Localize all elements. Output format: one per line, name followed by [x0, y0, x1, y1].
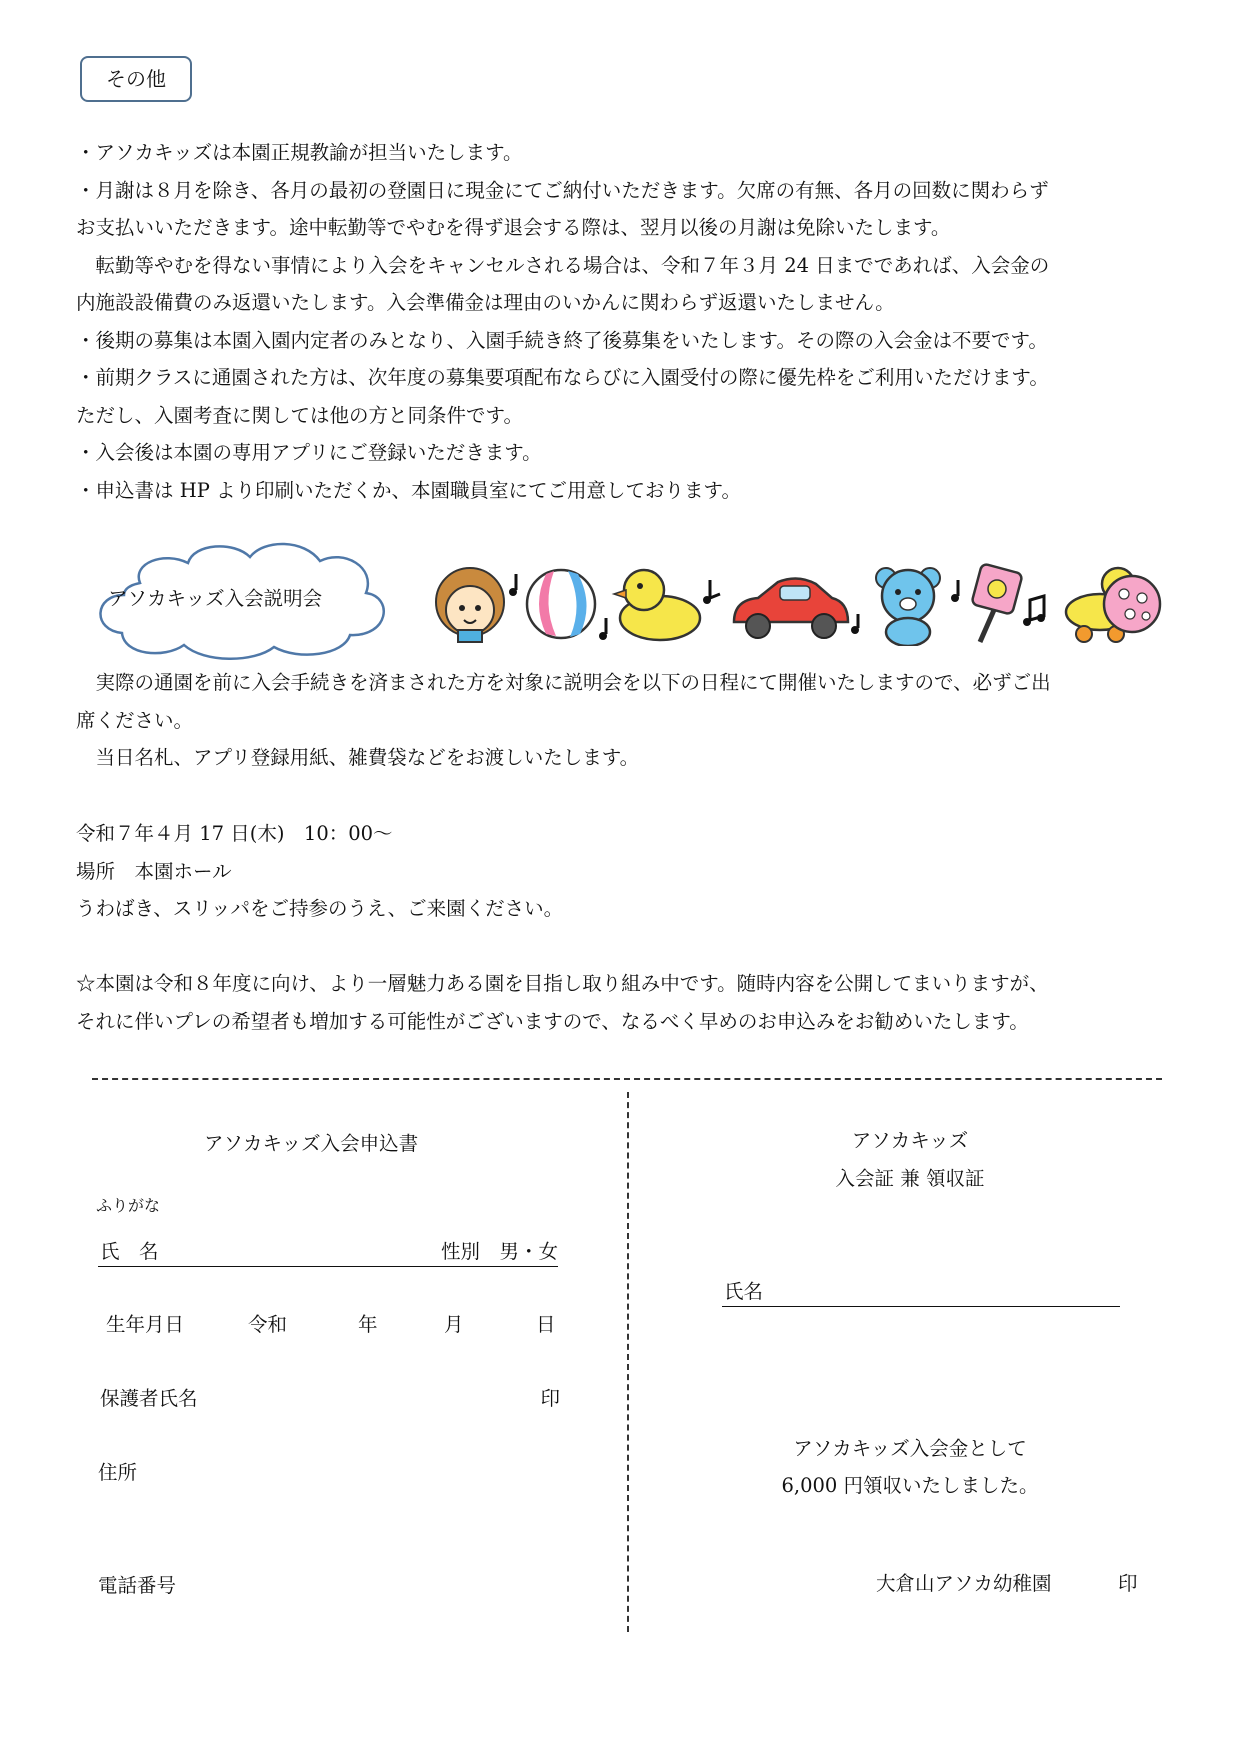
furigana-label: ふりがな — [96, 1196, 161, 1215]
phone-label: 電話番号 — [98, 1574, 177, 1597]
briefing-line: 当日名札、アプリ登録用紙、雑費袋などをお渡しいたします。 — [76, 746, 640, 769]
issuer-name: 大倉山アソカ幼稚園 — [876, 1572, 1052, 1595]
receipt-name-field[interactable] — [722, 1278, 1120, 1307]
receipt-line-1: アソカキッズ入会金として — [793, 1437, 1027, 1460]
note-line: ・前期クラスに通園された方は、次年度の募集要項配布ならびに入園受付の際に優先枠をご利用いただけます。 — [76, 366, 1049, 389]
month-label: 月 — [444, 1313, 464, 1336]
seal-mark: 印 — [540, 1387, 560, 1410]
ball-icon — [1102, 560, 1162, 646]
note-line: ・アソカキッズは本園正規教諭が担当いたします。 — [76, 141, 523, 164]
note-line: 転勤等やむを得ない事情により入会をキャンセルされる場合は、令和７年３月 24 日までであれば、入会金の — [76, 253, 1050, 277]
guardian-field[interactable] — [100, 1386, 560, 1414]
address-label: 住所 — [98, 1461, 138, 1484]
doll-face-icon — [436, 568, 504, 642]
receipt-seal-mark: 印 — [1118, 1572, 1138, 1595]
briefing-line: 席ください。 — [76, 708, 194, 732]
note-line: お支払いいただきます。途中転勤等でやむを得ず退会する際は、翌月以後の月謝は免除いたします。 — [76, 216, 951, 239]
toy-illustration-strip — [428, 560, 1162, 646]
event-place: 場所 本園ホール — [76, 859, 232, 883]
briefing-line: 実際の通園を前に入会手続きを済まされた方を対象に説明会を以下の日程にて開催いたしますので、必ずご出 — [76, 671, 1051, 694]
notice-line: それに伴いプレの希望者も増加する可能性がございますので、なるべく早めのお申込みをお勧めいたします。 — [76, 1009, 1029, 1033]
year-label: 年 — [358, 1313, 378, 1336]
note-line: ・申込書は HP より印刷いただくか、本園職員室にてご用意しております。 — [76, 478, 741, 502]
note-line: ・入会後は本園の専用アプリにご登録いただきます。 — [76, 441, 542, 464]
receipt-subtitle: 入会証 兼 領収証 — [835, 1167, 985, 1190]
era-label: 令和 — [248, 1313, 288, 1336]
briefing-heading: アソカキッズ入会説明会 — [108, 587, 323, 610]
note-line: ・月謝は８月を除き、各月の最初の登園日に現金にてご納付いただきます。欠席の有無、各月の回数に関わらず — [76, 178, 1049, 202]
teddy-bear-icon — [876, 568, 940, 646]
section-heading-other: その他 — [80, 56, 192, 102]
name-label: 氏 名 — [100, 1240, 159, 1263]
event-details — [76, 815, 1176, 928]
event-date: 令和７年４月 17 日(木) 10：00～ — [76, 822, 393, 845]
cut-line-vertical — [627, 1092, 629, 1632]
gender-label: 性別 男・女 — [440, 1240, 558, 1263]
receipt-name-label: 氏名 — [724, 1280, 764, 1303]
birthdate-field[interactable] — [106, 1312, 556, 1340]
event-note: うわばき、スリッパをご持参のうえ、ご来園ください。 — [76, 897, 564, 920]
briefing-text — [76, 664, 1176, 777]
music-note-icon — [703, 580, 720, 604]
duck-icon — [614, 570, 700, 640]
rattle-icon — [971, 563, 1022, 642]
receipt-title: アソカキッズ — [851, 1129, 969, 1152]
cut-line-horizontal — [92, 1078, 1162, 1080]
music-note-icon — [509, 574, 517, 596]
note-line: 内施設設備費のみ返還いたします。入会準備金は理由のいかんに関わらず返還いたしません。 — [76, 291, 895, 314]
guardian-label: 保護者氏名 — [100, 1387, 198, 1410]
note-line: ・後期の募集は本園入園内定者のみとなり、入園手続き終了後募集をいたします。その際の入会金は不要です。 — [76, 328, 1048, 352]
music-note-icon — [599, 618, 607, 640]
birthdate-label: 生年月日 — [106, 1313, 185, 1336]
music-note-icon — [951, 580, 959, 602]
other-notes — [76, 134, 1176, 509]
beach-ball-icon — [527, 570, 595, 638]
music-note-icon — [851, 614, 859, 634]
form-title: アソカキッズ入会申込書 — [204, 1132, 419, 1155]
note-line: ただし、入園考査に関しては他の方と同条件です。 — [76, 403, 523, 427]
notice — [76, 965, 1176, 1040]
receipt-line-2: 6,000 円領収いたしました。 — [781, 1474, 1039, 1497]
name-field[interactable] — [98, 1238, 558, 1267]
car-icon — [734, 578, 848, 638]
music-note-icon — [1023, 596, 1045, 626]
notice-line: ☆本園は令和８年度に向け、より一層魅力ある園を目指し取り組み中です。随時内容を公開してまいりますが、 — [76, 972, 1049, 995]
day-label: 日 — [536, 1313, 556, 1336]
